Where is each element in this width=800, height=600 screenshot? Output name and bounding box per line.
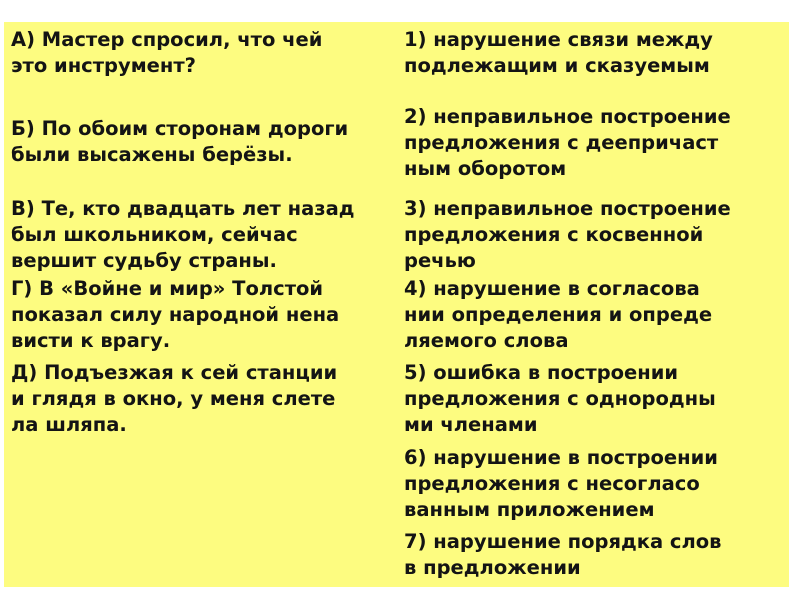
sentence-cell-b: Б) По обоим сторонам дороги были высажены берёзы. — [11, 117, 349, 166]
sentence-cell-d: Д) Подъезжая к сей станции и глядя в окно, у меня слете ла шляпа. — [11, 361, 338, 436]
table-row — [4, 22, 789, 104]
empty-cell — [4, 529, 397, 587]
matching-table — [4, 22, 789, 587]
table-row — [4, 360, 789, 445]
sentence-cell-v: В) Те, кто двадцать лет назад был школьником, сейчас вершит судьбу страны. — [11, 197, 355, 272]
empty-cell — [4, 445, 397, 529]
error-type-cell-3: 3) неправильное построение предложения с косвенной речью — [404, 197, 731, 272]
error-type-cell-6: 6) нарушение в построении предложения с несогласо ванным приложением — [404, 446, 718, 521]
error-type-cell-1: 1) нарушение связи между подлежащим и сказуемым — [404, 28, 713, 77]
error-type-cell-2: 2) неправильное построение предложения с деепричаст ным оборотом — [404, 105, 731, 180]
error-type-cell-5: 5) ошибка в построении предложения с однородны ми членами — [404, 361, 716, 436]
error-type-cell-4: 4) нарушение в согласова нии определения и опреде ляемого слова — [404, 277, 713, 352]
table-row — [4, 104, 789, 196]
sentence-cell-a: А) Мастер спросил, что чей это инструмент? — [11, 28, 323, 77]
table-row — [4, 529, 789, 587]
table-row — [4, 445, 789, 529]
error-type-cell-7: 7) нарушение порядка слов в предложении — [404, 530, 722, 579]
table-row — [4, 276, 789, 360]
table-row — [4, 196, 789, 276]
sentence-cell-g: Г) В «Войне и мир» Толстой показал силу народной нена висти к врагу. — [11, 277, 340, 352]
